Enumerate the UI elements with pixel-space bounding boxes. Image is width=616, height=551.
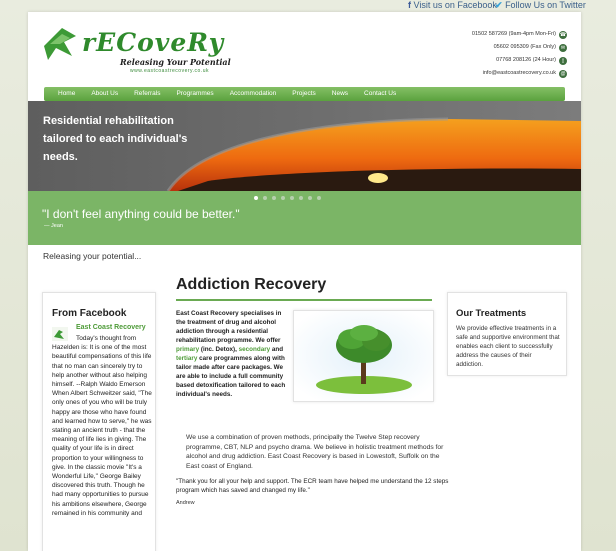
hero-banner bbox=[28, 101, 581, 191]
contact-block bbox=[472, 28, 567, 80]
nav-referrals[interactable]: Referrals bbox=[134, 90, 161, 97]
logo-url: www.eastcoastrecovery.co.uk bbox=[130, 68, 209, 74]
secondary-link[interactable]: secondary bbox=[238, 346, 271, 353]
slider-dot[interactable] bbox=[263, 196, 267, 200]
facebook-post-text: Today's thought from Hazelden is: It is one of the most beautiful compensations of this life that no man can sincerely try to help another without also helping himself. --Ralph Waldo Emerson When Albert Schweitzer said, "The only ones of you who will be truly happy are those who have found and learned how to serve," he was stating an ancient truth - that the meaning of life lies in giving. The quality of your life is in direct proportion to your willingness to give. In the classic movie "It's a Wonderful Life," George Bailey discovered this truth. Though he had many opportunities to pursue his ambitions elsewhere, George remained in his community and bbox=[52, 335, 152, 517]
phone-icon: ☎ bbox=[559, 31, 567, 38]
twitter-link[interactable]: ✔ Follow Us on Twitter bbox=[495, 0, 586, 10]
primary-link[interactable]: primary bbox=[176, 346, 200, 353]
facebook-widget bbox=[42, 292, 156, 551]
logo-leaf-icon bbox=[42, 26, 82, 62]
quote-text: "I don't feel anything could be better." bbox=[42, 207, 240, 221]
intro-paragraph: East Coast Recovery specialises in the treatment of drug and alcohol addiction through a residential rehabilitation programme. We offer primary (inc. Detox), secondary and tertiary care programmes along with tailor made after care packages. We are able to include a full community based detoxification tailored to each individual's needs. bbox=[176, 310, 286, 398]
facebook-link[interactable]: f Visit us on Facebook bbox=[408, 0, 497, 10]
contact-email[interactable]: info@eastcoastrecovery.co.uk @ bbox=[482, 70, 566, 77]
tertiary-link[interactable]: tertiary bbox=[176, 355, 198, 362]
page-container bbox=[28, 12, 581, 551]
page-title: Addiction Recovery bbox=[176, 276, 327, 293]
nav-accommodation[interactable]: Accommodation bbox=[229, 90, 277, 97]
nav-news[interactable]: News bbox=[331, 90, 349, 97]
slider-dots bbox=[254, 196, 321, 200]
facebook-heading: From Facebook bbox=[52, 308, 127, 319]
logo-wordmark: rECoveRy bbox=[82, 28, 225, 57]
treatments-widget bbox=[447, 292, 567, 376]
fax-icon: ✉ bbox=[560, 44, 566, 51]
contact-phone: 01502 587269 (9am-4pm Mon-Fri) ☎ bbox=[471, 31, 567, 38]
email-icon: @ bbox=[560, 70, 566, 77]
tree-illustration bbox=[294, 311, 433, 401]
nav-projects[interactable]: Projects bbox=[292, 90, 316, 97]
social-bar bbox=[0, 0, 616, 12]
testimonial-text: "Thank you for all your help and support. The ECR team have helped me understand the 12 steps program which has saved and changed my life." bbox=[176, 478, 449, 494]
slider-dot[interactable] bbox=[272, 196, 276, 200]
hero-title: Residential rehabilitation tailored to each individual's needs. bbox=[43, 115, 188, 163]
main-nav bbox=[44, 87, 565, 101]
testimonial-author: Andrew bbox=[176, 500, 195, 506]
nav-contact-us[interactable]: Contact Us bbox=[364, 90, 397, 97]
contact-fax: 05602 095309 (Fax Only) ✉ bbox=[493, 44, 566, 51]
slider-dot[interactable] bbox=[299, 196, 303, 200]
contact-mobile: 07768 208126 (24 Hour) ▯ bbox=[472, 54, 567, 67]
nav-home[interactable]: Home bbox=[58, 90, 76, 97]
body-paragraph: We use a combination of proven methods, principally the Twelve Step recovery programme, CBT, NLP and psycho drama. We believe in holistic treatment methods for alcohol and drug addiction. East Coast Recovery is based in Lowestoft, Suffolk on the East coast of England. bbox=[186, 434, 444, 470]
quote-author: — Jean bbox=[44, 223, 63, 229]
slider-dot[interactable] bbox=[308, 196, 312, 200]
logo-tagline: Releasing Your Potential bbox=[120, 57, 231, 67]
treatments-text: We provide effective treatments in a safe and supportive environment that enables each client to successfully address the causes of their addiction. bbox=[456, 325, 560, 368]
nav-programmes[interactable]: Programmes bbox=[176, 90, 214, 97]
treatments-heading: Our Treatments bbox=[456, 308, 527, 319]
slider-dot[interactable] bbox=[317, 196, 321, 200]
tree-image bbox=[293, 310, 434, 402]
site-logo[interactable] bbox=[42, 24, 231, 84]
facebook-author-link[interactable]: East Coast Recovery bbox=[76, 324, 146, 331]
slider-dot[interactable] bbox=[254, 196, 258, 200]
slider-dot[interactable] bbox=[281, 196, 285, 200]
nav-about-us[interactable]: About Us bbox=[91, 90, 119, 97]
mobile-icon: ▯ bbox=[559, 57, 567, 65]
page-tagline: Releasing your potential... bbox=[43, 251, 142, 261]
title-divider bbox=[176, 299, 432, 301]
slider-dot[interactable] bbox=[290, 196, 294, 200]
